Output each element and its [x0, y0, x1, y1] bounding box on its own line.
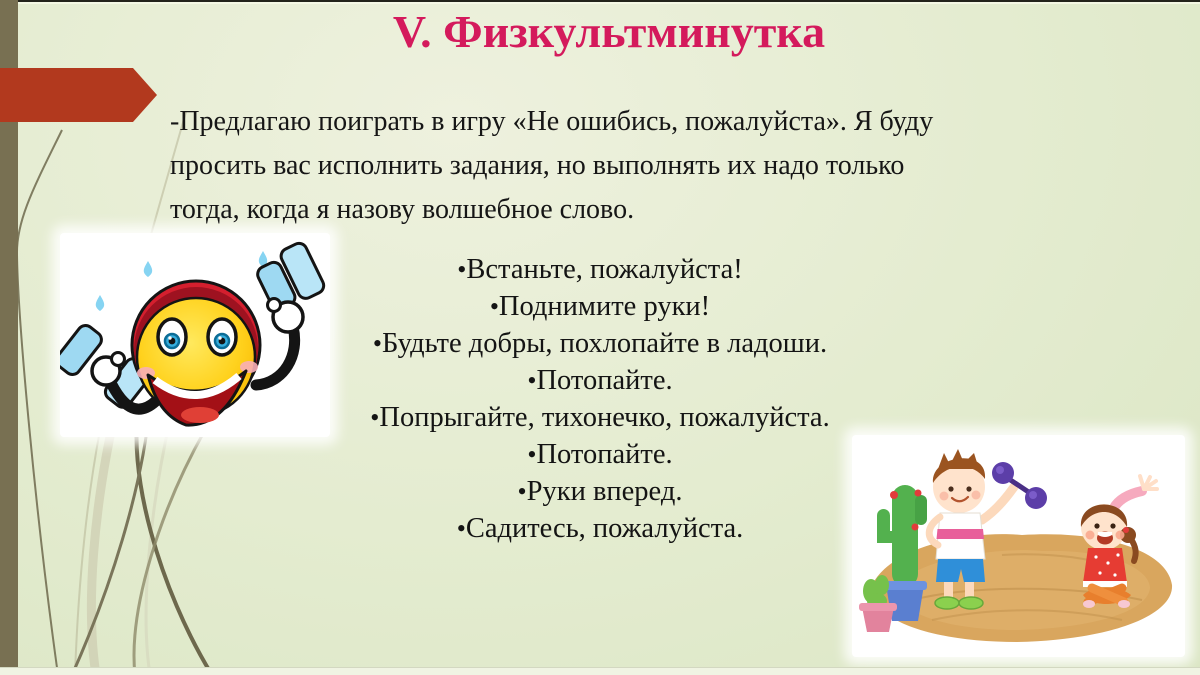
- bullet-marker: •: [372, 329, 383, 358]
- bullet-marker: •: [527, 366, 537, 395]
- bullet-marker: •: [457, 255, 467, 284]
- intro-paragraph: [170, 100, 1010, 232]
- list-item-text: Попрыгайте, тихонечко, пожалуйста.: [379, 402, 830, 433]
- bottom-border-strip: [0, 667, 1200, 675]
- paragraph-line: просить вас исполнить задания, но выполнять их надо только: [170, 150, 905, 181]
- bullet-marker: •: [456, 514, 466, 543]
- list-item-text: Садитесь, пожалуйста.: [465, 513, 744, 544]
- bullet-marker: •: [370, 403, 380, 432]
- exercise-list: [0, 251, 1200, 547]
- slide-title: V. Физкультминутка: [392, 6, 826, 57]
- list-item: [0, 473, 1200, 510]
- list-item-text: Поднимите руки!: [498, 291, 711, 322]
- list-item-text: Встаньте, пожалуйста!: [466, 254, 743, 285]
- red-arrow-shape: [0, 68, 157, 122]
- paragraph-line: тогда, когда я назову волшебное слово.: [170, 194, 635, 225]
- list-item-text: Потопайте.: [536, 439, 673, 470]
- bullet-marker: •: [527, 440, 537, 469]
- list-item: [0, 510, 1200, 547]
- list-item-text: Будьте добры, похлопайте в ладоши.: [382, 328, 828, 359]
- list-item-text: Руки вперед.: [526, 476, 683, 507]
- list-item: [0, 436, 1200, 473]
- paragraph-line: -Предлагаю поиграть в игру «Не ошибись, пожалуйста». Я буду: [170, 106, 934, 137]
- list-item: [0, 325, 1200, 362]
- list-item: [0, 251, 1200, 288]
- bullet-marker: •: [489, 292, 499, 321]
- list-item: [0, 399, 1200, 436]
- list-item: [0, 288, 1200, 325]
- list-item-text: Потопайте.: [536, 365, 673, 396]
- list-item: [0, 362, 1200, 399]
- bullet-marker: •: [517, 477, 527, 506]
